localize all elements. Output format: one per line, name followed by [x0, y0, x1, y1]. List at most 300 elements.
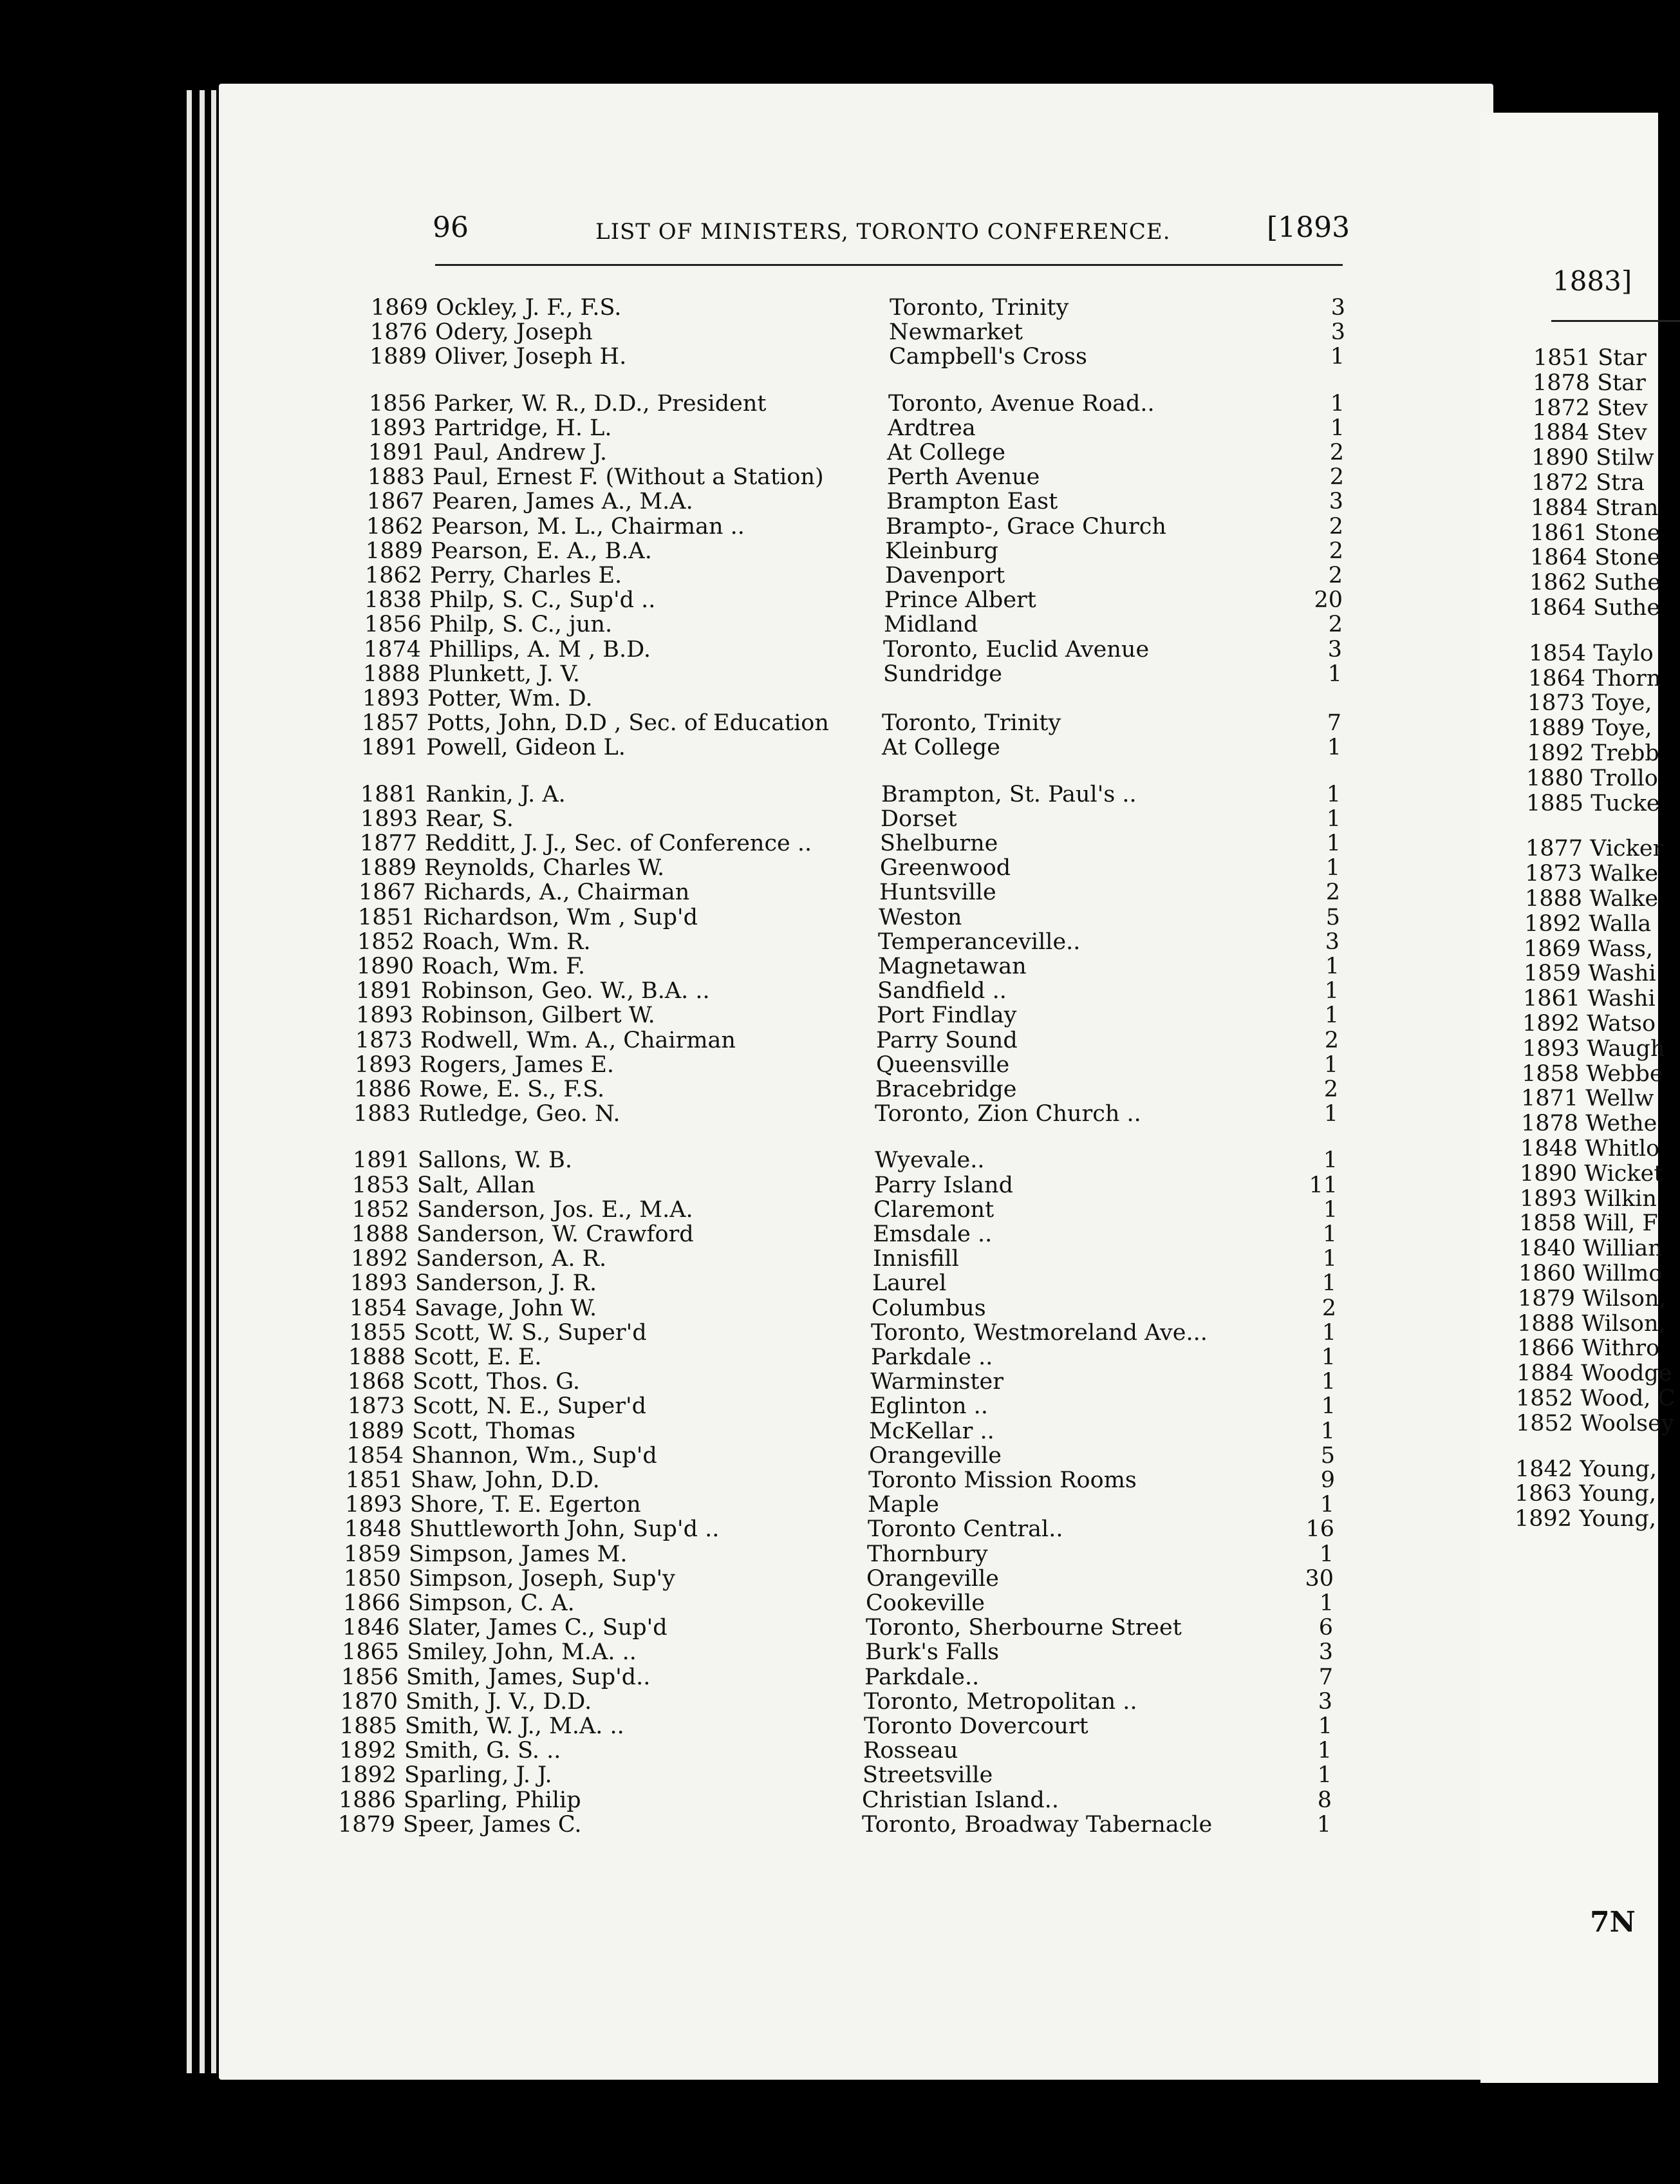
entry-name: Philp, S. C., Sup'd ..	[429, 587, 656, 613]
entry-station: Greenwood	[880, 855, 1011, 881]
entry-year: 1889	[369, 344, 427, 370]
list-item	[1531, 445, 1654, 471]
entry-year: 1846	[342, 1615, 400, 1641]
list-item	[1527, 715, 1652, 741]
entry-year: 1889	[365, 538, 423, 564]
entry-station: Prince Albert	[884, 587, 1036, 613]
entry-name: Walke	[1582, 861, 1659, 887]
entry-name: Woodge	[1574, 1360, 1672, 1386]
entry-name: Sparling, Philip	[404, 1787, 581, 1813]
entry-station: Huntsville	[879, 880, 996, 905]
entry-year: 1885	[1526, 791, 1584, 816]
entry-year: 1893	[360, 806, 418, 832]
entry-year: 1872	[1531, 470, 1589, 496]
entry-years: 1	[1320, 1492, 1334, 1518]
entry-name: Simpson, C. A.	[408, 1590, 575, 1616]
list-item	[1522, 1011, 1656, 1037]
entry-station: Perth Avenue	[887, 464, 1040, 490]
entry-name: Wellw	[1578, 1086, 1654, 1111]
entry-years: 2	[1323, 1077, 1338, 1102]
entry-years: 2	[1328, 563, 1343, 588]
entry-name: Watso	[1580, 1011, 1656, 1037]
entry-station: Toronto, Avenue Road..	[888, 391, 1155, 417]
entry-years: 3	[1325, 929, 1339, 955]
list-item	[1529, 570, 1661, 596]
entry-name: Sallons, W. B.	[418, 1147, 573, 1173]
entry-year: 1856	[364, 612, 422, 637]
entry-year: 1881	[360, 782, 418, 807]
entry-year: 1890	[1520, 1161, 1578, 1187]
entry-year: 1879	[1518, 1286, 1576, 1312]
list-item	[1533, 370, 1646, 396]
entry-year: 1888	[348, 1344, 406, 1370]
list-item	[0, 1246, 1480, 1272]
entry-year: 1893	[1520, 1186, 1578, 1212]
entry-name: Smith, G. S. ..	[404, 1738, 561, 1764]
entry-name: Odery, Joseph	[435, 319, 593, 345]
list-item	[1522, 1061, 1663, 1087]
list-item	[1521, 1111, 1657, 1136]
list-item	[0, 1738, 1480, 1764]
entry-years: 1	[1317, 1762, 1332, 1788]
entry-year: 1850	[343, 1566, 401, 1592]
list-item	[0, 1077, 1480, 1102]
entry-name: Simpson, Joseph, Sup'y	[409, 1566, 675, 1592]
entry-name: Scott, N. E., Super'd	[413, 1393, 646, 1419]
list-item	[1523, 986, 1656, 1012]
entry-name: Oliver, Joseph H.	[434, 344, 627, 370]
entry-year: 1868	[347, 1369, 405, 1395]
entry-years: 30	[1305, 1566, 1334, 1592]
list-item	[1526, 791, 1660, 816]
list-item	[0, 1467, 1480, 1493]
entry-years: 1	[1321, 1270, 1336, 1296]
entry-year: 1840	[1518, 1236, 1576, 1261]
entry-year: 1893	[344, 1492, 402, 1518]
entry-station: Eglinton ..	[870, 1393, 988, 1419]
entry-years: 1	[1321, 1393, 1336, 1419]
entry-name: Robinson, Geo. W., B.A. ..	[421, 978, 710, 1004]
entry-year: 1852	[351, 1197, 409, 1223]
list-item	[1520, 1136, 1659, 1162]
entry-year: 1851	[357, 905, 415, 930]
entry-name: Trebb	[1584, 740, 1659, 766]
entry-name: Walke	[1582, 886, 1659, 912]
list-item	[1515, 1481, 1656, 1507]
entry-year: 1869	[1524, 936, 1582, 962]
entry-name: Star	[1591, 345, 1647, 371]
entry-year: 1863	[1515, 1481, 1573, 1507]
entry-years: 7	[1327, 710, 1341, 736]
entry-years: 20	[1314, 587, 1343, 613]
entry-station: Temperanceville..	[878, 929, 1081, 955]
list-item	[0, 563, 1480, 588]
entry-years: 1	[1319, 1590, 1334, 1616]
entry-year: 1877	[1526, 836, 1583, 861]
entry-name: Rodwell, Wm. A., Chairman	[420, 1028, 736, 1053]
list-item	[1533, 345, 1647, 371]
entry-years: 1	[1325, 954, 1339, 979]
entry-year: 1867	[358, 880, 416, 905]
entry-name: Shore, T. E. Egerton	[410, 1492, 641, 1518]
entry-years: 3	[1327, 637, 1342, 663]
entry-name: Perry, Charles E.	[430, 563, 622, 588]
entry-years: 1	[1321, 1369, 1336, 1395]
entry-year: 1853	[351, 1172, 409, 1198]
list-item	[0, 587, 1480, 613]
list-item	[0, 1418, 1480, 1444]
entry-year: 1889	[359, 855, 416, 881]
list-item	[0, 1147, 1480, 1173]
list-item	[0, 1787, 1480, 1813]
entry-year: 1892	[1527, 740, 1585, 766]
entry-name: Redditt, J. J., Sec. of Conference ..	[425, 831, 812, 856]
entry-name: Rutledge, Geo. N.	[418, 1101, 621, 1127]
entry-name: Young,	[1572, 1506, 1656, 1532]
list-item	[1517, 1335, 1659, 1361]
entry-name: Potts, John, D.D , Sec. of Education	[427, 710, 829, 736]
entry-station: Toronto Central..	[868, 1516, 1063, 1542]
entry-name: Smith, James, Sup'd..	[406, 1664, 651, 1690]
entry-station: McKellar ..	[869, 1418, 994, 1444]
entry-name: Robinson, Gilbert W.	[421, 1003, 655, 1028]
list-item	[1517, 1311, 1666, 1337]
entry-year: 1862	[364, 563, 422, 588]
list-item	[0, 1492, 1480, 1518]
list-item	[0, 1762, 1480, 1788]
entry-year: 1838	[364, 587, 422, 613]
entry-year: 1892	[339, 1738, 397, 1764]
list-item	[0, 661, 1480, 687]
list-item	[0, 782, 1480, 807]
list-item	[0, 710, 1480, 736]
entry-name: Rowe, E. S., F.S.	[419, 1077, 605, 1102]
entry-year: 1880	[1526, 766, 1584, 791]
entry-station: Parkdale ..	[871, 1344, 993, 1370]
entry-station: Toronto, Trinity	[882, 710, 1061, 736]
entry-year: 1861	[1530, 520, 1588, 546]
list-item	[0, 1221, 1480, 1247]
entry-year: 1866	[342, 1590, 400, 1616]
list-item	[1529, 595, 1660, 621]
entry-year: 1854	[1529, 641, 1587, 666]
list-item	[0, 464, 1480, 490]
entry-station: Emsdale ..	[873, 1221, 993, 1247]
entry-name: Shaw, John, D.D.	[411, 1467, 600, 1493]
list-item	[0, 637, 1480, 663]
list-item	[1533, 395, 1648, 421]
list-item	[0, 295, 1480, 321]
entry-name: Willian	[1576, 1236, 1663, 1261]
entry-years: 1	[1330, 391, 1345, 417]
entry-name: Reynolds, Charles W.	[424, 855, 665, 881]
list-item	[1515, 1456, 1657, 1482]
entry-name: Suthe	[1586, 595, 1661, 621]
entry-years: 1	[1323, 1052, 1338, 1078]
list-item	[0, 1566, 1480, 1592]
list-item	[1531, 495, 1658, 521]
entry-name: Richardson, Wm , Sup'd	[423, 905, 698, 930]
entry-year: 1891	[360, 735, 418, 760]
entry-years: 1	[1327, 661, 1342, 687]
entry-year: 1873	[1525, 861, 1583, 887]
entry-station: Bracebridge	[875, 1077, 1017, 1102]
entry-years: 1	[1323, 1101, 1338, 1127]
list-item	[1516, 1386, 1675, 1411]
entry-name: Shannon, Wm., Sup'd	[411, 1443, 657, 1469]
list-item	[0, 1344, 1480, 1370]
list-item	[0, 415, 1480, 441]
entry-station: Parry Sound	[876, 1028, 1018, 1053]
entry-station: Orangeville	[869, 1443, 1002, 1469]
list-item	[0, 978, 1480, 1004]
entry-years: 1	[1326, 782, 1341, 807]
list-item	[0, 1615, 1480, 1641]
entry-year: 1888	[351, 1221, 409, 1247]
entry-year: 1892	[350, 1246, 408, 1272]
entry-year: 1886	[353, 1077, 411, 1102]
entry-name: Stev	[1589, 420, 1647, 446]
list-item	[0, 1295, 1480, 1321]
list-item	[0, 806, 1480, 832]
entry-year: 1862	[366, 514, 424, 540]
entry-year: 1871	[1521, 1086, 1579, 1111]
entry-name: Star	[1590, 370, 1646, 396]
entry-station: Toronto, Sherbourne Street	[866, 1615, 1182, 1641]
entry-name: Wilson,	[1574, 1311, 1666, 1337]
entry-year: 1892	[1515, 1506, 1573, 1532]
entry-years: 1	[1321, 1320, 1336, 1346]
entry-station: Orangeville	[866, 1566, 1000, 1592]
entry-name: Taylo	[1586, 641, 1654, 666]
entry-name: Sanderson, W. Crawford	[416, 1221, 694, 1247]
list-item	[1522, 1036, 1665, 1062]
entry-name: Smith, W. J., M.A. ..	[405, 1713, 624, 1739]
entry-name: Young,	[1573, 1456, 1657, 1482]
entry-station: Brampton, St. Paul's ..	[881, 782, 1137, 807]
list-item	[1515, 1506, 1656, 1532]
entry-station: Dorset	[881, 806, 957, 832]
list-item	[0, 905, 1480, 930]
entry-year: 1872	[1533, 395, 1591, 421]
entry-name: Stone	[1587, 520, 1661, 546]
signature-mark: 7N	[1590, 1906, 1636, 1939]
entry-year: 1891	[352, 1147, 410, 1173]
entry-years: 1	[1330, 344, 1345, 370]
entry-name: Stev	[1590, 395, 1648, 421]
entry-years: 1	[1323, 1147, 1338, 1173]
entry-station: Davenport	[885, 563, 1005, 588]
entry-name: Sparling, J. J.	[404, 1762, 552, 1788]
entry-years: 7	[1318, 1664, 1333, 1690]
entry-years: 2	[1324, 1028, 1339, 1053]
list-item	[1519, 1210, 1658, 1236]
list-item	[1529, 641, 1654, 666]
list-item	[1518, 1236, 1663, 1261]
entry-year: 1891	[355, 978, 413, 1004]
list-item	[0, 1003, 1480, 1028]
entry-year: 1858	[1522, 1061, 1580, 1087]
list-item	[1524, 936, 1653, 962]
entry-year: 1886	[338, 1787, 396, 1813]
entry-year: 1878	[1533, 370, 1591, 396]
entry-year: 1889	[346, 1418, 404, 1444]
list-item	[0, 1101, 1480, 1127]
entry-name: Slater, James C., Sup'd	[407, 1615, 667, 1641]
entry-year: 1890	[1531, 445, 1589, 471]
entry-year: 1893	[350, 1270, 407, 1296]
right-page-header: 1883]	[1553, 265, 1632, 297]
list-item	[1524, 961, 1656, 986]
entry-name: Pearson, E. A., B.A.	[431, 538, 652, 564]
entry-station: Ardtrea	[888, 415, 976, 441]
list-item	[1520, 1161, 1663, 1187]
entry-station: Thornbury	[867, 1541, 988, 1567]
list-item	[0, 1197, 1480, 1223]
entry-station: Toronto, Trinity	[890, 295, 1069, 321]
list-item	[1520, 1186, 1657, 1212]
list-item	[0, 1443, 1480, 1469]
entry-name: Trollo	[1583, 766, 1658, 791]
entry-name: Stran	[1588, 495, 1659, 521]
entry-year: 1870	[340, 1689, 398, 1715]
list-item	[0, 1369, 1480, 1395]
list-item	[0, 391, 1480, 417]
entry-name: Stilw	[1589, 445, 1654, 471]
entry-years: 1	[1319, 1541, 1334, 1567]
entry-year: 1883	[353, 1101, 411, 1127]
entry-year: 1864	[1530, 545, 1588, 570]
entry-years: 11	[1309, 1172, 1338, 1198]
entry-station: Brampto-, Grace Church	[886, 514, 1166, 540]
entry-years: 1	[1325, 855, 1340, 881]
entry-year: 1857	[361, 710, 419, 736]
entry-station: Streetsville	[863, 1762, 993, 1788]
entry-station: Queensville	[876, 1052, 1010, 1078]
list-item	[1528, 666, 1661, 692]
right-header-rule	[1551, 320, 1680, 322]
entry-station: Toronto, Westmoreland Ave...	[871, 1320, 1208, 1346]
entry-year: 1867	[366, 489, 424, 514]
entry-years: 1	[1318, 1713, 1332, 1739]
entry-station: Newmarket	[889, 319, 1023, 345]
entry-station: Sundridge	[883, 661, 1002, 687]
entry-years: 2	[1329, 464, 1344, 490]
entry-station: Christian Island..	[862, 1787, 1059, 1813]
list-item	[0, 1664, 1480, 1690]
entry-years: 1	[1317, 1738, 1332, 1764]
entry-name: Potter, Wm. D.	[427, 686, 593, 711]
list-item	[0, 1393, 1480, 1419]
entry-name: Wilson,	[1575, 1286, 1666, 1312]
list-item	[0, 1516, 1480, 1542]
entry-year: 1893	[355, 1003, 413, 1028]
entry-year: 1883	[367, 464, 425, 490]
list-item	[0, 1270, 1480, 1296]
list-item	[0, 612, 1480, 637]
entry-name: Speer, James C.	[403, 1812, 582, 1838]
entry-year: 1842	[1515, 1456, 1573, 1482]
entry-year: 1865	[341, 1639, 399, 1665]
entry-name: Willmo	[1576, 1261, 1663, 1286]
entry-year: 1859	[1524, 961, 1582, 986]
entry-station: Innisfill	[873, 1246, 959, 1272]
entry-year: 1864	[1528, 666, 1586, 692]
list-item	[1531, 470, 1645, 496]
entry-years: 3	[1329, 489, 1343, 514]
entry-year: 1861	[1523, 986, 1581, 1012]
entry-year: 1884	[1531, 495, 1589, 521]
entry-name: Waugh	[1580, 1036, 1665, 1062]
entry-years: 8	[1317, 1787, 1332, 1813]
entry-station: Claremont	[873, 1197, 994, 1223]
entry-year: 1869	[370, 295, 428, 321]
list-item	[0, 1639, 1480, 1665]
list-item	[1525, 886, 1658, 912]
entry-station: Parkdale..	[864, 1664, 980, 1690]
entry-years: 6	[1318, 1615, 1333, 1641]
entry-years: 1	[1330, 415, 1345, 441]
entry-name: Richards, A., Chairman	[424, 880, 690, 905]
entry-year: 1892	[1524, 911, 1582, 937]
entry-name: Smiley, John, M.A. ..	[407, 1639, 637, 1665]
entry-station: Rosseau	[863, 1738, 958, 1764]
entry-name: Thorn	[1585, 666, 1661, 692]
list-item	[1527, 690, 1652, 716]
entry-years: 1	[1326, 806, 1341, 832]
entry-name: Washi	[1580, 986, 1656, 1012]
entry-name: Wood, C	[1573, 1386, 1675, 1411]
entry-name: Suthe	[1587, 570, 1661, 596]
entry-years: 9	[1320, 1467, 1335, 1493]
entry-year: 1851	[345, 1467, 403, 1493]
entry-name: Roach, Wm. R.	[422, 929, 591, 955]
entry-station: Weston	[879, 905, 962, 930]
entry-name: Whitlo	[1578, 1136, 1660, 1162]
entry-name: Pearen, James A., M.A.	[432, 489, 693, 514]
list-item	[0, 538, 1480, 564]
entry-year: 1851	[1533, 345, 1591, 371]
entry-name: Phillips, A. M , B.D.	[429, 637, 651, 663]
entry-station: At College	[887, 440, 1005, 466]
entry-name: Savage, John W.	[415, 1295, 597, 1321]
list-item	[0, 1689, 1480, 1715]
list-item	[0, 880, 1480, 905]
entry-station: Shelburne	[880, 831, 998, 856]
entry-years: 1	[1327, 735, 1341, 760]
entry-name: Stra	[1589, 470, 1645, 496]
entry-name: Scott, Thos. G.	[413, 1369, 581, 1395]
entry-year: 1878	[1521, 1111, 1579, 1136]
entry-years: 3	[1330, 319, 1345, 345]
entry-name: Paul, Andrew J.	[433, 440, 608, 466]
entry-station: Toronto, Euclid Avenue	[883, 637, 1150, 663]
entry-year: 1888	[1517, 1311, 1575, 1337]
entry-station: Wyevale..	[875, 1147, 985, 1173]
entry-station: Toronto Dovercourt	[864, 1713, 1088, 1739]
entry-year: 1848	[1520, 1136, 1578, 1162]
entry-year: 1888	[362, 661, 420, 687]
list-item	[0, 929, 1480, 955]
entry-station: Cookeville	[866, 1590, 985, 1616]
list-item	[1518, 1261, 1662, 1286]
entry-years: 3	[1318, 1639, 1333, 1665]
list-item	[1526, 766, 1658, 791]
list-item	[0, 489, 1480, 514]
list-item	[1524, 911, 1651, 937]
entry-station: Maple	[868, 1492, 940, 1518]
list-item	[1525, 861, 1658, 887]
